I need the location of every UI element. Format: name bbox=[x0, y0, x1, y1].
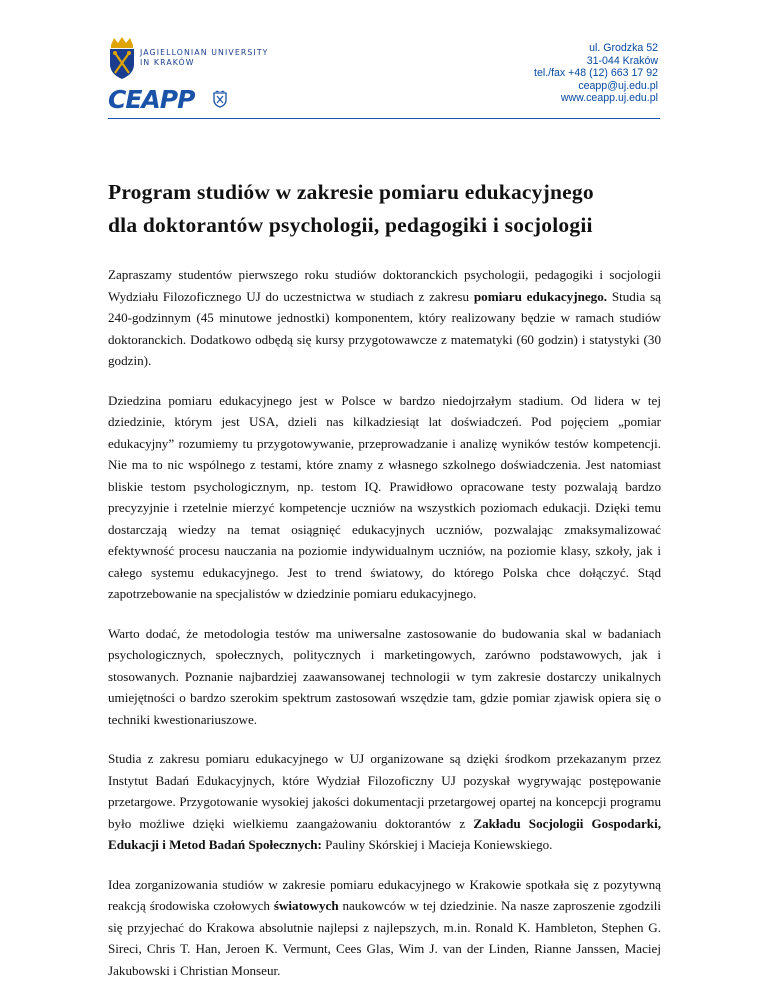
paragraph-5 bbox=[108, 874, 661, 982]
paragraph-2: Dziedzina pomiaru edukacyjnego jest w Polsce w bardzo niedojrzałym stadium. Od lidera w tej dziedzinie, którym jest USA, dzieli nas kilkadziesiąt lat doświadczeń. Pod pojęciem „pomiar edukacyjny” rozumiemy tu przygotowywanie, przeprowadzanie i analizę wyników testów kompetencji. Nie ma to nic wspólnego z testami, które znamy z własnego szkolnego doświadczenia. Jest natomiast bliskie testom psychologicznym, np. testom IQ. Prawidłowo opracowane testy pozwalają bardzo precyzyjnie i rzetelnie mierzyć kompetencje uczniów na wszystkich poziomach edukacji. Dzięki temu dostarczają wiedzy na temat osiągnięć edukacyjnych uczniów, pozwalając zmaksymalizować efektywność procesu nauczania na poziomie indywidualnym uczniów, na poziomie klasy, szkoły, jak i całego systemu edukacyjnego. Jest to trend światowy, do którego Polska chce dołączyć. Stąd zapotrzebowanie na specjalistów w dziedzinie pomiaru edukacyjnego. bbox=[108, 392, 661, 601]
p5-text-a: Idea zorganizowania studiów w zakresie pomiaru edukacyjnego w Krakowie spotkała się z pozytywną reakcją środowiska czołowych bbox=[108, 876, 661, 913]
paragraph-3: Warto dodać, że metodologia testów ma uniwersalne zastosowanie do budowania skal w badaniach psychologicznych, społecznych, politycznych i marketingowych, zarówno podstawowych, jak i stosowanych. Poznanie najbardziej zaawansowanej technologii w tym zakresie dostarczy unikalnych umiejętności o bardzo szerokim spektrum zastosowań wszędzie tam, gdzie pomiar zjawisk opiera się o techniki kwestionariuszowe. bbox=[108, 625, 661, 727]
contact-address bbox=[534, 42, 658, 105]
p1-text-c: Studia są 240-godzinnym (45 minutowe jednostki) komponentem, który realizowany będzie w ramach studiów doktoranckich. Dodatkowo odbędą się kursy przygotowawcze z matematyki (60 godzin) i statystyki (30 godzin). bbox=[108, 288, 661, 368]
address-phone: tel./fax +48 (12) 663 17 92 bbox=[534, 67, 658, 79]
p4-text-c: Pauliny Skórskiej i Macieja Koniewskiego. bbox=[321, 837, 553, 852]
ceapp-logo bbox=[108, 86, 194, 114]
paragraph-4 bbox=[108, 748, 661, 856]
ceapp-logo-text: CEAPP bbox=[108, 85, 195, 114]
address-email[interactable]: ceapp@uj.edu.pl bbox=[578, 79, 658, 92]
document-title bbox=[108, 176, 661, 242]
header-divider bbox=[108, 118, 660, 119]
p4-bold: Zakładu Socjologii Gospodarki, Edukacji i Metod Badań Społecznych: bbox=[108, 815, 661, 852]
p5-bold: światowych bbox=[273, 898, 339, 913]
p5-text-c: naukowców w tej dziedzinie. Na nasze zaproszenie zgodzili się przyjechać do Krakowa absolutnie najlepsi z najlepszych, m.in. Ronald K. Hambleton, Stephen G. Sireci, Chris T. Han, Jeroen K. Vermunt, Cees Glas, Wim J. van der Linden, Rianne Janssen, Maciej Jakubowski i Christian Monseur. bbox=[108, 898, 661, 978]
title-line1: Program studiów w zakresie pomiaru edukacyjnego bbox=[108, 180, 594, 204]
title-line2: dla doktorantów psychologii, pedagogiki i socjologii bbox=[108, 213, 593, 237]
paragraph-1 bbox=[108, 264, 661, 372]
address-street: ul. Grodzka 52 bbox=[589, 42, 658, 54]
university-name-line2: IN KRAKÓW bbox=[140, 58, 195, 67]
university-crest-icon bbox=[108, 36, 136, 80]
address-website[interactable]: www.ceapp.uj.edu.pl bbox=[560, 92, 658, 104]
p1-text-a: Zapraszamy studentów pierwszego roku studiów doktoranckich psychologii, pedagogiki i socjologii Wydziału Filozoficznego UJ do uczestnictwa w studiach z zakresu bbox=[108, 267, 661, 304]
p1-bold: pomiaru edukacyjnego. bbox=[473, 288, 608, 304]
university-name-line1: JAGIELLONIAN UNIVERSITY bbox=[140, 48, 269, 57]
address-city: 31-044 Kraków bbox=[586, 54, 658, 67]
document-body bbox=[108, 176, 661, 999]
header-logos bbox=[108, 36, 278, 112]
ceapp-emblem-icon bbox=[212, 90, 228, 108]
university-name bbox=[140, 48, 269, 68]
p4-text-a: Studia z zakresu pomiaru edukacyjnego w UJ organizowane są dzięki środkom przekazanym przez Instytut Badań Edukacyjnych, które Wydział Filozoficzny UJ pozyskał wygrywając postępowanie przetargowe. Przygotowanie wysokiej jakości dokumentacji przetargowej opartej na koncepcji programu było możliwe dzięki wielkiemu zaangażowaniu doktorantów z bbox=[108, 751, 661, 831]
